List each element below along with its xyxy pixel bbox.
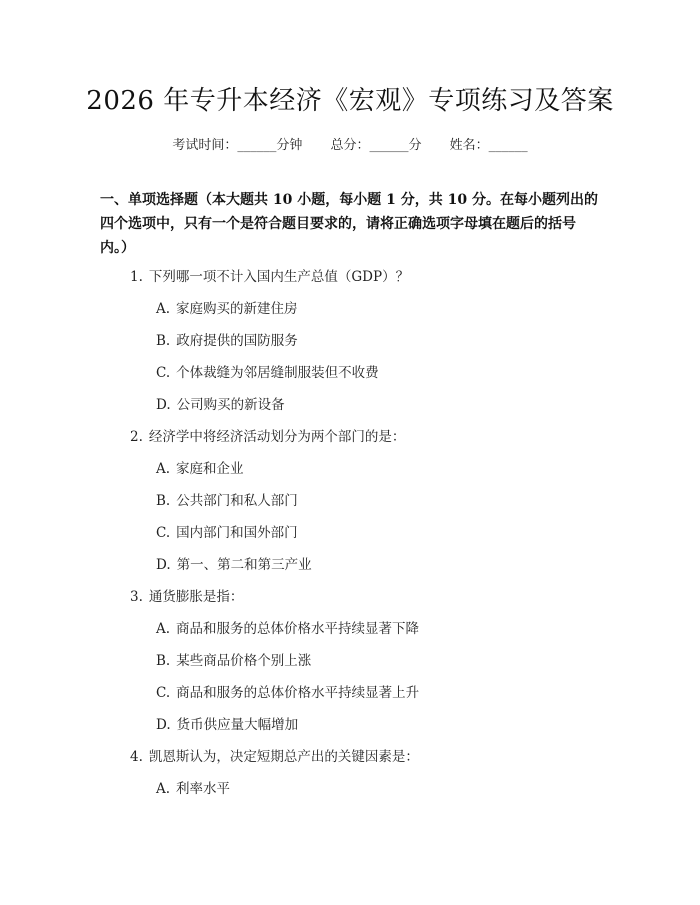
question-number: 1.	[130, 269, 143, 285]
question-text: 经济学中将经济活动划分为两个部门的是：	[148, 429, 406, 445]
option	[156, 617, 419, 637]
option	[156, 713, 298, 733]
question-4	[130, 745, 419, 765]
exam-score: 总分：______分	[330, 138, 422, 153]
option-text: 个体裁缝为邻居缝制服装但不收费	[176, 365, 379, 381]
option-letter: D.	[156, 397, 171, 413]
option-text: 公司购买的新设备	[176, 397, 285, 413]
option-letter: C.	[156, 365, 171, 381]
question-2	[130, 425, 405, 445]
question-text: 通货膨胀是指：	[148, 589, 244, 605]
option	[156, 297, 298, 317]
option-text: 货币供应量大幅增加	[176, 717, 299, 733]
question-3	[130, 585, 243, 605]
question-number: 2.	[130, 429, 143, 445]
option	[156, 521, 298, 541]
option-letter: B.	[156, 333, 171, 349]
option-text: 商品和服务的总体价格水平持续显著上升	[176, 685, 420, 701]
question-number: 4.	[130, 749, 143, 765]
option-text: 政府提供的国防服务	[176, 333, 298, 349]
option	[156, 329, 298, 349]
option-text: 国内部门和国外部门	[176, 525, 298, 541]
question-number: 3.	[130, 589, 143, 605]
option-text: 某些商品价格个别上涨	[176, 653, 312, 669]
option-text: 利率水平	[176, 781, 231, 797]
option	[156, 489, 298, 509]
option-letter: A.	[156, 621, 171, 637]
option-text: 公共部门和私人部门	[176, 493, 298, 509]
question-text: 下列哪一项不计入国内生产总值（GDP）？	[148, 269, 410, 285]
option	[156, 681, 419, 701]
option-letter: A.	[156, 781, 171, 797]
option-text: 家庭购买的新建住房	[176, 301, 298, 317]
option-letter: D.	[156, 557, 171, 573]
option-text: 第一、第二和第三产业	[176, 557, 312, 573]
option-letter: D.	[156, 717, 171, 733]
option-letter: B.	[156, 653, 171, 669]
exam-time: 考试时间：______分钟	[172, 138, 303, 153]
option	[156, 361, 379, 381]
option-letter: A.	[156, 301, 171, 317]
option-letter: C.	[156, 685, 171, 701]
section-heading: 一、单项选择题（本大题共 10 小题，每小题 1 分，共 10 分。在每小题列出的四个选项中，只有一个是符合题目要求的，请将正确选项字母填在题后的括号内。）	[100, 192, 598, 256]
option-text: 商品和服务的总体价格水平持续显著下降	[176, 621, 420, 637]
option	[156, 457, 244, 477]
option-letter: C.	[156, 525, 171, 541]
option-text: 家庭和企业	[176, 461, 244, 477]
option-letter: B.	[156, 493, 171, 509]
option	[156, 553, 312, 573]
option	[156, 777, 230, 797]
question-text: 凯恩斯认为，决定短期总产出的关键因素是：	[148, 749, 419, 765]
student-name: 姓名：______	[449, 138, 528, 153]
option	[156, 649, 311, 669]
exam-meta	[0, 134, 700, 153]
option-letter: A.	[156, 461, 171, 477]
page-title: 2026 年专升本经济《宏观》专项练习及答案	[86, 86, 614, 116]
question-1	[130, 265, 409, 285]
option	[156, 393, 285, 413]
